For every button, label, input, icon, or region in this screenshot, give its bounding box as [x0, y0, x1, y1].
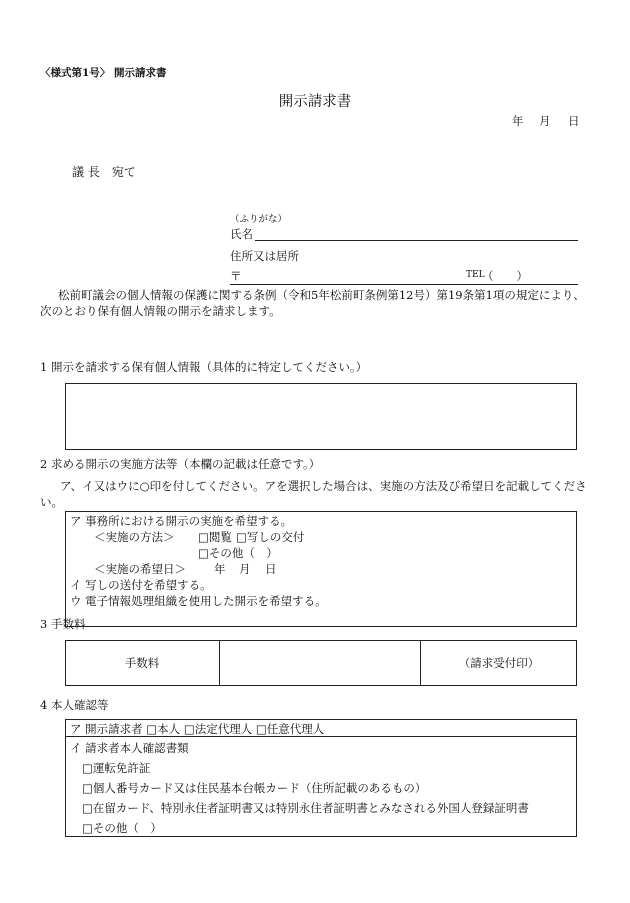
reception-stamp-label: （請求受付印） [458, 656, 540, 670]
address-label: 住所又は居所 [230, 249, 299, 263]
fee-label: 手数料 [124, 656, 160, 670]
date-year-label: 年 [512, 114, 524, 128]
name-label: 氏名 [230, 227, 253, 241]
tel-parens: （ ） [482, 269, 528, 283]
postal-mark: 〒 [230, 269, 242, 283]
method-label: ＜実施の方法＞ [94, 530, 175, 544]
doc-other-checkbox[interactable]: □その他（ ） [82, 821, 162, 835]
date-month-label: 月 [539, 114, 551, 128]
option-u-online[interactable]: ウ 電子情報処理組織を使用した開示を希望する。 [70, 594, 327, 608]
method-copy-checkbox[interactable]: □写しの交付 [236, 530, 305, 544]
option-i-mail[interactable]: イ 写しの送付を希望する。 [70, 578, 212, 592]
option-a-onsite[interactable]: ア 事務所における開示の実施を希望する。 [70, 514, 293, 528]
section3-heading: 3 手数料 [40, 617, 86, 631]
section2-heading: 2 求める開示の実施方法等（本欄の記載は任意です。） [40, 457, 321, 471]
identity-docs-heading: イ 請求者本人確認書類 [70, 741, 189, 755]
preferred-month-label: 月 [239, 562, 251, 576]
page-title: 開示請求書 [278, 94, 352, 110]
method-view-checkbox[interactable]: □閲覧 [198, 530, 232, 544]
preferred-date-label: ＜実施の希望日＞ [94, 562, 186, 576]
doc-drivers-license-checkbox[interactable]: □運転免許証 [82, 761, 151, 775]
requester-type-row[interactable]: ア 開示請求者 □本人 □法定代理人 □任意代理人 [70, 722, 325, 736]
doc-residence-card-checkbox[interactable]: □在留カード、特別永住者証明書又は特別永住者証明書とみなされる外国人登録証明書 [82, 801, 529, 815]
fee-value-field[interactable] [220, 640, 420, 686]
furigana-label: （ふりがな） [230, 214, 288, 225]
name-underline[interactable] [255, 240, 578, 241]
section2-instruction-line2: い。 [40, 495, 63, 509]
requested-info-field[interactable] [65, 383, 577, 450]
section1-heading: 1 開示を請求する保有個人情報（具体的に特定してください。） [40, 360, 368, 374]
intro-text-line2: 次のとおり保有個人情報の開示を請求します。 [40, 304, 281, 318]
date-day-label: 日 [568, 114, 580, 128]
doc-mynumber-card-checkbox[interactable]: □個人番号カード又は住民基本台帳カード（住所記載のあるもの） [82, 781, 427, 795]
tel-label: TEL [466, 270, 485, 280]
preferred-year-label: 年 [214, 562, 226, 576]
section4-heading: 4 本人確認等 [40, 698, 109, 712]
addressee: 議 長 宛て [72, 165, 136, 179]
method-other-checkbox[interactable]: □その他（ ） [198, 546, 278, 560]
preferred-day-label: 日 [265, 562, 277, 576]
intro-text-line1: 松前町議会の個人情報の保護に関する条例（令和5年松前町条例第12号）第19条第1項の規定により、 [58, 288, 585, 302]
address-underline[interactable] [230, 284, 578, 285]
form-number: 〈様式第1号〉 開示請求書 [40, 67, 167, 79]
section2-instruction-line1: ア、イ又はウに○印を付してください。アを選択した場合は、実施の方法及び希望日を記載してくださ [60, 479, 587, 493]
